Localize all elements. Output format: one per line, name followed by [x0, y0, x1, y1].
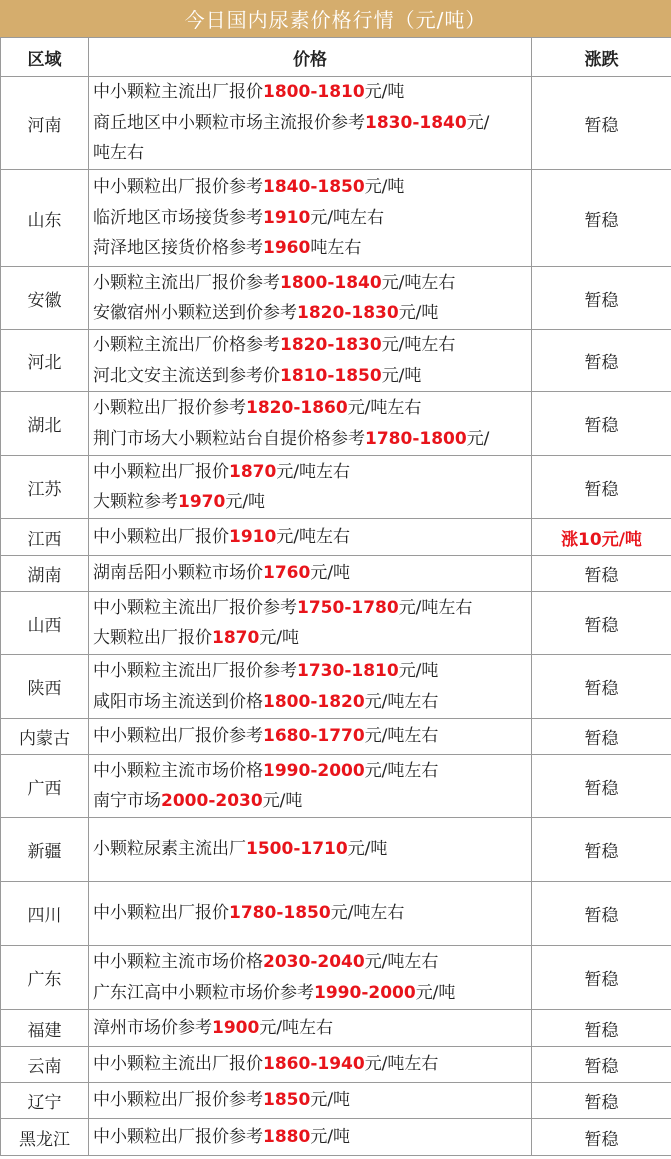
- price-cell: [89, 592, 532, 655]
- region-cell: 河南: [1, 77, 89, 170]
- table-row: [1, 267, 671, 330]
- price-line: [93, 298, 531, 329]
- price-line: [93, 393, 531, 424]
- table-row: [1, 456, 671, 519]
- price-text: 吨左右: [93, 143, 144, 164]
- table-title: 今日国内尿素价格行情（元/吨）: [0, 0, 671, 37]
- price-cell: [89, 655, 532, 719]
- table-row: [1, 1047, 671, 1083]
- region-cell: 河北: [1, 330, 89, 392]
- price-text: 中小颗粒出厂报价参考: [93, 726, 263, 747]
- price-value: 1810-1850: [280, 365, 382, 386]
- price-text: 元/吨左右: [259, 1017, 334, 1038]
- price-text: 中小颗粒出厂报价参考: [93, 1126, 263, 1147]
- price-text: 元/: [466, 428, 490, 449]
- price-text: 元/吨: [225, 492, 266, 512]
- price-text: 小颗粒主流出厂价格参考: [93, 335, 280, 355]
- change-cell: 暂稳: [532, 818, 671, 882]
- price-value: 1680-1770: [263, 726, 365, 747]
- price-value: 1820-1860: [246, 398, 348, 418]
- price-text: 湖南岳阳小颗粒市场价: [93, 563, 263, 584]
- price-text: 中小颗粒出厂报价参考: [93, 177, 263, 198]
- price-cell: [89, 1083, 532, 1119]
- price-value: 1860-1940: [263, 1054, 365, 1075]
- price-cell: [89, 519, 532, 556]
- price-cell: [89, 719, 532, 755]
- price-value: 1880: [263, 1126, 311, 1147]
- table-row: [1, 77, 671, 170]
- price-text: 元/吨: [259, 628, 300, 648]
- region-cell: 湖南: [1, 556, 89, 592]
- region-cell: 福建: [1, 1010, 89, 1047]
- change-cell: 暂稳: [532, 267, 671, 330]
- price-value: 2030-2040: [263, 952, 365, 972]
- price-line: [93, 1122, 531, 1153]
- price-value: 1750-1780: [297, 597, 399, 618]
- table-body: [1, 77, 671, 1156]
- price-text: 元/吨左右: [364, 726, 439, 747]
- price-value: 1780-1850: [229, 903, 331, 924]
- price-text: 中小颗粒出厂报价参考: [93, 1090, 263, 1111]
- region-cell: 云南: [1, 1047, 89, 1083]
- table-row: [1, 946, 671, 1010]
- region-cell: 广西: [1, 755, 89, 818]
- change-cell: 暂稳: [532, 946, 671, 1010]
- change-cell: 暂稳: [532, 1010, 671, 1047]
- price-value: 1840-1850: [263, 177, 365, 198]
- price-value: 1500-1710: [246, 839, 348, 860]
- price-text: 咸阳市场主流送到价格: [93, 691, 263, 712]
- price-line: [93, 1013, 531, 1044]
- price-cell: [89, 946, 532, 1010]
- price-cell: [89, 1047, 532, 1083]
- change-cell: 暂稳: [532, 170, 671, 267]
- price-text: 荆门市场大小颗粒站台自提价格参考: [93, 428, 365, 449]
- price-value: 1820-1830: [280, 335, 382, 355]
- table-row: [1, 592, 671, 655]
- price-text: 河北文安主流送到参考价: [93, 365, 280, 386]
- region-cell: 黑龙江: [1, 1119, 89, 1156]
- price-cell: [89, 1119, 532, 1156]
- price-value: 1990-2000: [314, 982, 416, 1003]
- price-value: 1910: [229, 526, 277, 547]
- price-text: 小颗粒主流出厂报价参考: [93, 272, 280, 293]
- table-row: [1, 1083, 671, 1119]
- price-line: [93, 268, 531, 299]
- price-cell: [89, 392, 532, 456]
- price-text: 菏泽地区接货价格参考: [93, 238, 263, 259]
- change-cell: 暂稳: [532, 1119, 671, 1156]
- price-text: 元/吨左右: [364, 691, 439, 712]
- region-cell: 陕西: [1, 655, 89, 719]
- price-line: [93, 487, 531, 518]
- table-row: [1, 1119, 671, 1156]
- price-value: 1800-1820: [263, 691, 365, 712]
- price-text: 元/吨左右: [276, 526, 351, 547]
- change-cell: 暂稳: [532, 719, 671, 755]
- change-cell: 暂稳: [532, 592, 671, 655]
- price-cell: [89, 556, 532, 592]
- price-value: 1970: [178, 492, 226, 512]
- table-row: [1, 330, 671, 392]
- price-value: 1870: [229, 461, 277, 482]
- price-text: 元/吨左右: [398, 597, 473, 618]
- price-text: 大颗粒出厂报价: [93, 628, 212, 648]
- price-line: [93, 172, 531, 203]
- region-cell: 四川: [1, 882, 89, 946]
- price-line: [93, 978, 531, 1009]
- price-text: 中小颗粒主流市场价格: [93, 760, 263, 781]
- header-price: 价格: [89, 38, 532, 77]
- price-text: 南宁市场: [93, 791, 161, 811]
- table-row: [1, 392, 671, 456]
- price-line: [93, 623, 531, 654]
- price-line: [93, 1085, 531, 1116]
- price-text: 小颗粒尿素主流出厂: [93, 839, 246, 860]
- price-text: 元/: [466, 112, 490, 133]
- price-line: [93, 522, 531, 553]
- price-value: 1900: [212, 1017, 260, 1038]
- price-value: 1800-1810: [263, 82, 365, 103]
- price-value: 1820-1830: [297, 303, 399, 323]
- price-text: 大颗粒参考: [93, 492, 178, 512]
- price-value: 2000-2030: [161, 791, 263, 811]
- price-value: 1990-2000: [263, 760, 365, 781]
- price-cell: [89, 755, 532, 818]
- price-text: 元/吨左右: [364, 952, 439, 972]
- price-line: [93, 786, 531, 817]
- price-text: 中小颗粒主流出厂报价: [93, 1054, 263, 1075]
- change-cell: 暂稳: [532, 755, 671, 818]
- table-row: [1, 755, 671, 818]
- price-text: 元/吨: [310, 1126, 351, 1147]
- change-cell: 暂稳: [532, 556, 671, 592]
- price-line: [93, 593, 531, 624]
- price-cell: [89, 170, 532, 267]
- price-line: [93, 457, 531, 488]
- price-text: 商丘地区中小颗粒市场主流报价参考: [93, 112, 365, 133]
- header-region: 区域: [1, 38, 89, 77]
- price-text: 临沂地区市场接货参考: [93, 207, 263, 228]
- price-line: [93, 1049, 531, 1080]
- price-text: 元/吨: [262, 791, 303, 811]
- change-cell: 暂稳: [532, 77, 671, 170]
- price-value: 1780-1800: [365, 428, 467, 449]
- price-text: 元/吨: [398, 661, 439, 681]
- region-cell: 新疆: [1, 818, 89, 882]
- price-value: 1960: [263, 238, 311, 259]
- price-line: [93, 947, 531, 978]
- price-cell: [89, 267, 532, 330]
- price-line: [93, 721, 531, 752]
- price-line: [93, 687, 531, 718]
- urea-price-table: [0, 37, 671, 1156]
- price-text: 中小颗粒主流出厂报价参考: [93, 661, 297, 681]
- price-text: 中小颗粒出厂报价: [93, 903, 229, 924]
- table-row: [1, 719, 671, 755]
- region-cell: 山西: [1, 592, 89, 655]
- price-text: 元/吨左右: [310, 207, 385, 228]
- price-value: 1910: [263, 207, 311, 228]
- price-line: [93, 77, 531, 108]
- price-text: 中小颗粒出厂报价: [93, 526, 229, 547]
- price-text: 元/吨: [310, 563, 351, 584]
- table-row: [1, 170, 671, 267]
- price-line: [93, 756, 531, 787]
- price-text: 小颗粒出厂报价参考: [93, 398, 246, 418]
- change-cell: 暂稳: [532, 1047, 671, 1083]
- table-row: [1, 655, 671, 719]
- price-text: 元/吨: [310, 1090, 351, 1111]
- price-text: 元/吨: [398, 303, 439, 323]
- change-cell: 暂稳: [532, 330, 671, 392]
- price-line: [93, 138, 531, 169]
- price-text: 广东江高中小颗粒市场价参考: [93, 982, 314, 1003]
- price-text: 元/吨: [364, 177, 405, 198]
- price-line: [93, 424, 531, 455]
- price-text: 元/吨左右: [276, 461, 351, 482]
- price-text: 元/吨: [364, 82, 405, 103]
- table-header-row: [1, 38, 671, 77]
- price-text: 安徽宿州小颗粒送到价参考: [93, 303, 297, 323]
- price-text: 中小颗粒主流出厂报价: [93, 82, 263, 103]
- table-row: [1, 519, 671, 556]
- price-text: 中小颗粒主流市场价格: [93, 952, 263, 972]
- region-cell: 山东: [1, 170, 89, 267]
- price-text: 元/吨左右: [364, 1054, 439, 1075]
- price-line: [93, 361, 531, 392]
- table-row: [1, 818, 671, 882]
- price-cell: [89, 456, 532, 519]
- header-change: 涨跌: [532, 38, 671, 77]
- change-cell: 暂稳: [532, 456, 671, 519]
- change-up-badge: 涨10元/吨: [532, 519, 671, 556]
- price-text: 元/吨左右: [364, 760, 439, 781]
- change-cell: 暂稳: [532, 655, 671, 719]
- price-text: 漳州市场价参考: [93, 1017, 212, 1038]
- region-cell: 湖北: [1, 392, 89, 456]
- region-cell: 广东: [1, 946, 89, 1010]
- price-text: 吨左右: [310, 238, 362, 259]
- price-text: 元/吨: [381, 365, 422, 386]
- price-text: 中小颗粒出厂报价: [93, 461, 229, 482]
- price-line: [93, 834, 531, 865]
- price-text: 元/吨: [347, 839, 388, 860]
- price-cell: [89, 818, 532, 882]
- price-line: [93, 558, 531, 589]
- price-cell: [89, 1010, 532, 1047]
- region-cell: 内蒙古: [1, 719, 89, 755]
- price-cell: [89, 77, 532, 170]
- price-value: 1850: [263, 1090, 311, 1111]
- region-cell: 江苏: [1, 456, 89, 519]
- price-value: 1730-1810: [297, 661, 399, 681]
- price-value: 1830-1840: [365, 112, 467, 133]
- price-line: [93, 233, 531, 264]
- price-line: [93, 656, 531, 687]
- price-text: 元/吨左右: [330, 903, 405, 924]
- region-cell: 辽宁: [1, 1083, 89, 1119]
- change-cell: 暂稳: [532, 392, 671, 456]
- price-value: 1870: [212, 628, 260, 648]
- price-cell: [89, 330, 532, 392]
- price-text: 元/吨左右: [381, 335, 456, 355]
- price-cell: [89, 882, 532, 946]
- price-line: [93, 108, 531, 139]
- price-text: 元/吨左右: [381, 272, 456, 293]
- table-row: [1, 882, 671, 946]
- price-line: [93, 330, 531, 361]
- table-row: [1, 556, 671, 592]
- region-cell: 安徽: [1, 267, 89, 330]
- change-cell: 暂稳: [532, 882, 671, 946]
- region-cell: 江西: [1, 519, 89, 556]
- price-value: 1800-1840: [280, 272, 382, 293]
- price-line: [93, 898, 531, 929]
- price-text: 中小颗粒主流出厂报价参考: [93, 597, 297, 618]
- price-line: [93, 203, 531, 234]
- change-cell: 暂稳: [532, 1083, 671, 1119]
- price-text: 元/吨左右: [347, 398, 422, 418]
- price-text: 元/吨: [415, 982, 456, 1003]
- price-value: 1760: [263, 563, 311, 584]
- table-row: [1, 1010, 671, 1047]
